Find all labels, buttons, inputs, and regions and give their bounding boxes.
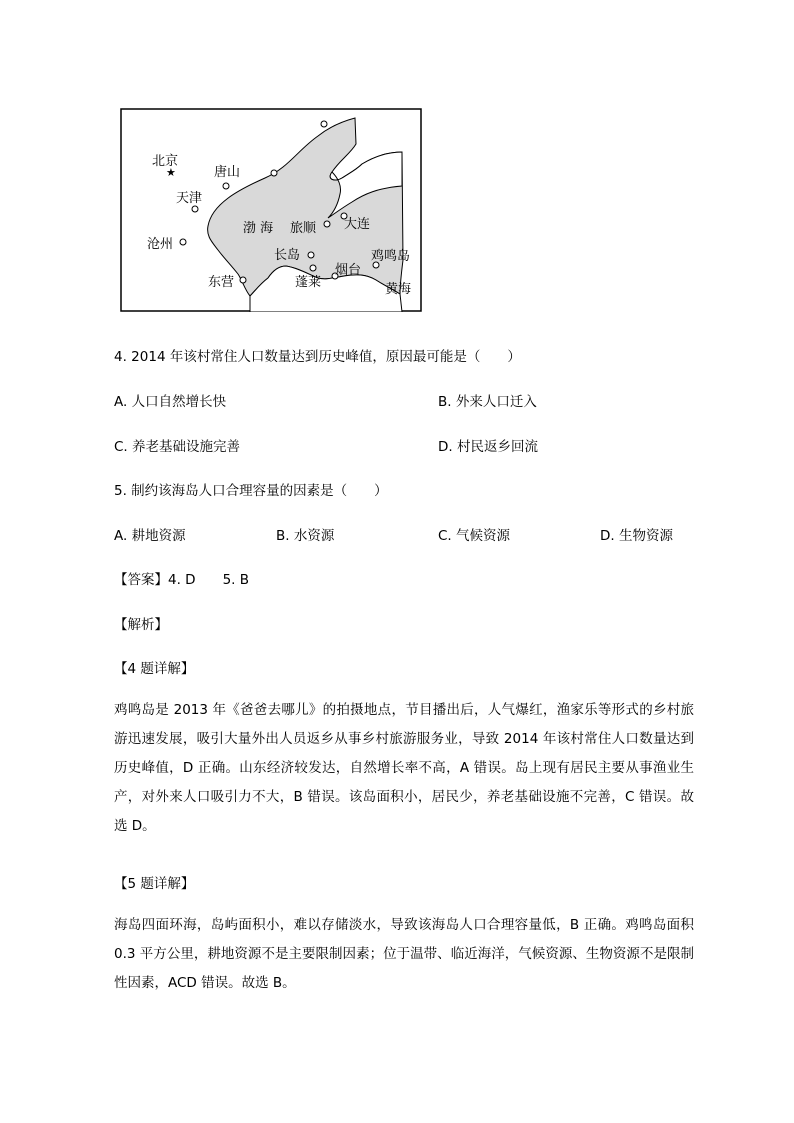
q5-detail-heading: 【5 题详解】 [114, 876, 195, 892]
city-dot [180, 239, 186, 245]
label-tangshan: 唐山 [214, 165, 241, 180]
q4-option-b: B. 外来人口迁入 [438, 394, 537, 410]
q4-option-a: A. 人口自然增长快 [114, 394, 227, 410]
island-dot [308, 252, 314, 258]
label-lvshun: 旅顺 [290, 221, 317, 236]
q4-option-d: D. 村民返乡回流 [438, 439, 538, 455]
label-dalian: 大连 [344, 217, 371, 232]
bohai-region-map [120, 108, 422, 312]
question-4-stem: 4. 2014 年该村常住人口数量达到历史峰值，原因最可能是（ ） [114, 349, 521, 365]
city-dot [192, 206, 198, 212]
city-dot [271, 170, 277, 176]
q5-option-c: C. 气候资源 [438, 528, 511, 544]
label-dongying: 东营 [208, 275, 235, 290]
city-dot [321, 121, 327, 127]
q5-option-d: D. 生物资源 [600, 528, 673, 544]
city-dot [324, 221, 330, 227]
label-cangzhou: 沧州 [147, 237, 174, 252]
label-yantai: 烟台 [335, 263, 362, 278]
q5-option-a: A. 耕地资源 [114, 528, 186, 544]
label-bohai: 渤 海 [243, 221, 274, 236]
answer-line: 【答案】4. D 5. B [114, 572, 249, 588]
label-penglai: 蓬莱 [295, 275, 322, 290]
analysis-heading: 【解析】 [114, 617, 168, 633]
q5-detail-text: 海岛四面环海，岛屿面积小，难以存储淡水，导致该海岛人口合理容量低，B 正确。鸡鸣岛面积 0.3 平方公里，耕地资源不是主要限制因素；位于温带、临近海洋，气候资源、生物资源不是限制性因素，ACD 错误。故选 B。 [114, 917, 694, 991]
label-jimingdao: 鸡鸣岛 [371, 249, 411, 264]
question-5-stem: 5. 制约该海岛人口合理容量的因素是（ ） [114, 483, 388, 499]
city-dot [223, 183, 229, 189]
city-dot [310, 265, 316, 271]
q4-detail-text: 鸡鸣岛是 2013 年《爸爸去哪儿》的拍摄地点，节目播出后，人气爆红，渔家乐等形式的乡村旅游迅速发展，吸引大量外出人员返乡从事乡村旅游服务业，导致 2014 年该村常住人口数量达到历史峰值，D 正确。山东经济较发达，自然增长率不高，A 错误。岛上现有居民主要从事渔业生产，对外来人口吸引力不大，B 错误。该岛面积小，居民少，养老基础设施不完善，C 错误。故选 D。 [114, 702, 694, 834]
capital-star-icon: ★ [166, 166, 176, 179]
label-beijing: 北京 [152, 154, 179, 169]
label-huanghai: 黄海 [385, 282, 412, 297]
city-dot [240, 277, 246, 283]
label-tianjin: 天津 [176, 191, 203, 206]
label-changdao: 长岛 [274, 248, 301, 263]
q4-detail-heading: 【4 题详解】 [114, 661, 195, 677]
q4-option-c: C. 养老基础设施完善 [114, 439, 241, 455]
q5-option-b: B. 水资源 [276, 528, 335, 544]
